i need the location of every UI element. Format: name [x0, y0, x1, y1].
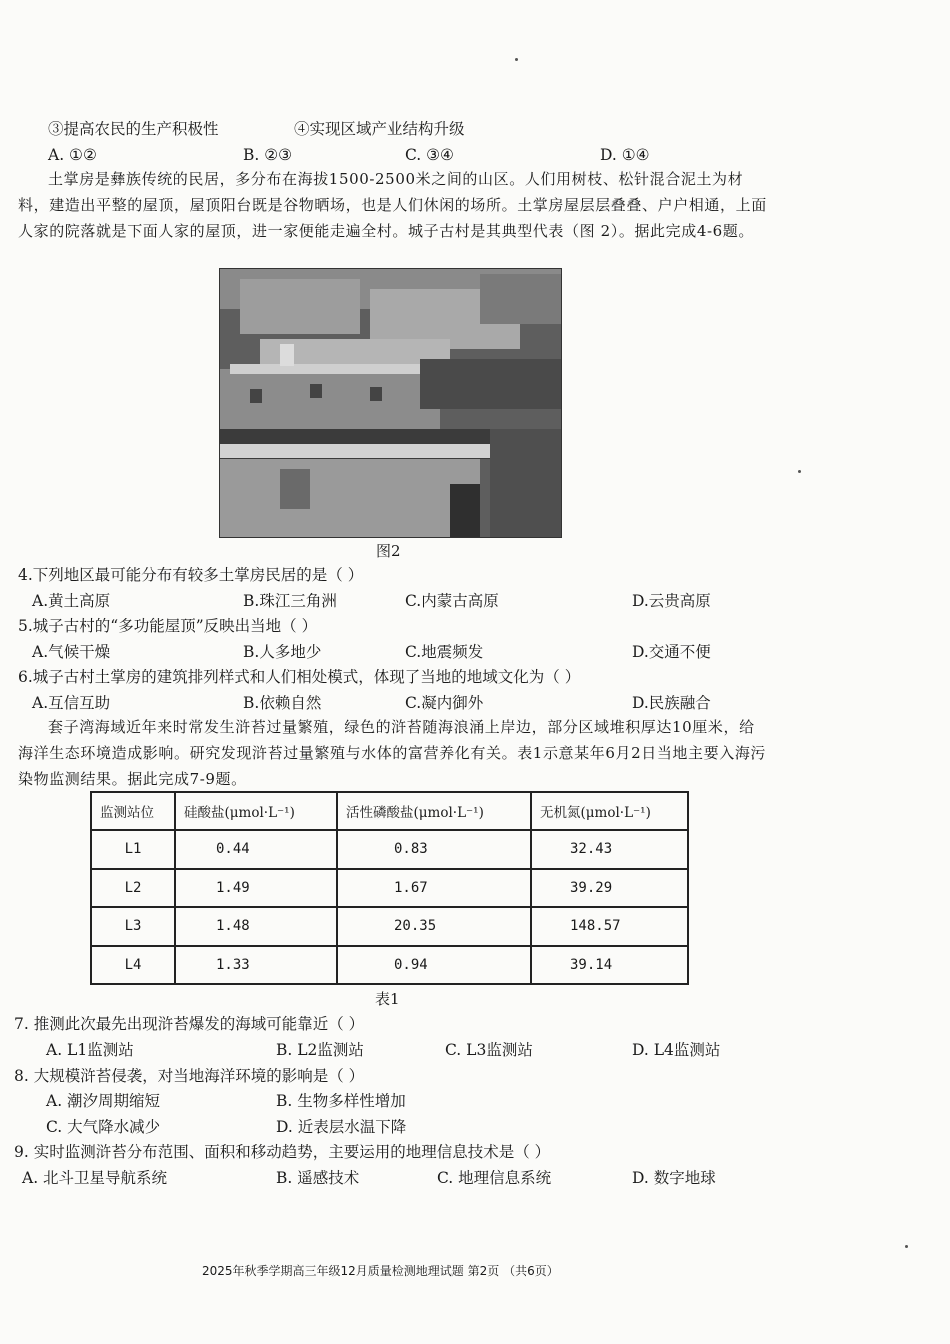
- table-row: [91, 907, 688, 946]
- prev-option-a: A. ①②: [48, 146, 97, 164]
- table-header-cell: 硅酸盐(μmol·L⁻¹): [175, 792, 337, 830]
- table-cell: L1: [91, 830, 175, 869]
- question-9-option-c: C. 地理信息系统: [437, 1169, 552, 1187]
- scan-speck: [798, 470, 801, 473]
- question-9-option-b: B. 遥感技术: [276, 1169, 360, 1187]
- question-8-option-b: B. 生物多样性增加: [276, 1092, 406, 1110]
- question-7-option-c: C. L3监测站: [445, 1041, 533, 1059]
- question-6-option-d: D.民族融合: [632, 694, 711, 712]
- question-7-option-a: A. L1监测站: [46, 1041, 134, 1059]
- question-4-option-b: B.珠江三角洲: [243, 592, 337, 610]
- table-cell: 32.43: [531, 830, 688, 869]
- table-caption: 表1: [375, 990, 400, 1008]
- scan-speck: [515, 58, 518, 61]
- question-7-option-b: B. L2监测站: [276, 1041, 364, 1059]
- question-9-option-d: D. 数字地球: [632, 1169, 716, 1187]
- question-9-option-a: A. 北斗卫星导航系统: [22, 1169, 168, 1187]
- table-cell: L3: [91, 907, 175, 946]
- question-5-option-d: D.交通不便: [632, 643, 711, 661]
- table-cell: 148.57: [531, 907, 688, 946]
- question-7-option-d: D. L4监测站: [632, 1041, 721, 1059]
- question-6-option-c: C.凝内御外: [405, 694, 484, 712]
- table-cell: L4: [91, 946, 175, 985]
- prev-option-b: B. ②③: [243, 146, 293, 164]
- table-header-row: [91, 792, 688, 830]
- figure-2-village-photo: [219, 268, 562, 538]
- table-cell: 20.35: [337, 907, 531, 946]
- question-6-option-a: A.互信互助: [32, 694, 111, 712]
- question-6-stem: 6.城子古村土掌房的建筑排列样式和人们相处模式，体现了当地的地域文化为（ ）: [18, 668, 581, 686]
- question-8-option-a: A. 潮汐周期缩短: [46, 1092, 161, 1110]
- question-4-option-c: C.内蒙古高原: [405, 592, 499, 610]
- table-cell: 0.94: [337, 946, 531, 985]
- table-header-cell: 无机氮(μmol·L⁻¹): [531, 792, 688, 830]
- question-6-option-b: B.依赖自然: [243, 694, 322, 712]
- table-header-cell: 监测站位: [91, 792, 175, 830]
- table-row: [91, 869, 688, 908]
- question-5-option-b: B.人多地少: [243, 643, 322, 661]
- question-5-option-c: C.地震频发: [405, 643, 484, 661]
- table-cell: 0.44: [175, 830, 337, 869]
- scan-speck: [905, 1245, 908, 1248]
- question-4-option-a: A.黄土高原: [32, 592, 111, 610]
- question-8-stem: 8. 大规模浒苔侵袭，对当地海洋环境的影响是（ ）: [14, 1067, 365, 1085]
- table-1-pollutant-monitoring: [90, 791, 689, 985]
- table-cell: 1.33: [175, 946, 337, 985]
- figure-caption: 图2: [376, 542, 401, 560]
- table-row: [91, 946, 688, 985]
- passage-enteromorpha: 套子湾海域近年来时常发生浒苔过量繁殖，绿色的浒苔随海浪涌上岸边，部分区域堆积厚达10厘米，给海洋生态环境造成影响。研究发现浒苔过量繁殖与水体的富营养化有关。表1示意某年6月2日当地主要入海污染物监测结果。据此完成7-9题。: [18, 718, 767, 788]
- question-4-stem: 4.下列地区最可能分布有较多土掌房民居的是（ ）: [18, 566, 364, 584]
- table-cell: 1.67: [337, 869, 531, 908]
- table-cell: 39.14: [531, 946, 688, 985]
- question-9-stem: 9. 实时监测浒苔分布范围、面积和移动趋势，主要运用的地理信息技术是（ ）: [14, 1143, 551, 1161]
- question-7-stem: 7. 推测此次最先出现浒苔爆发的海域可能靠近（ ）: [14, 1015, 365, 1033]
- table-cell: 39.29: [531, 869, 688, 908]
- passage-tuzhangfang: 土掌房是彝族传统的民居，多分布在海拔1500-2500米之间的山区。人们用树枝、松针混合泥土为材料，建造出平整的屋顶，屋顶阳台既是谷物晒场，也是人们休闲的场所。土掌房屋层层叠叠、户户相通，上面人家的院落就是下面人家的屋顶，进一家便能走遍全村。城子古村是其典型代表（图 2）。据此完成4-6题。: [18, 170, 767, 240]
- table-cell: 1.48: [175, 907, 337, 946]
- question-8-option-d: D. 近表层水温下降: [276, 1118, 407, 1136]
- option-item-3: ③提高农民的生产积极性: [48, 120, 219, 138]
- prev-option-d: D. ①④: [600, 146, 650, 164]
- page-footer: 2025年秋季学期高三年级12月质量检测地理试题 第2页 （共6页）: [202, 1264, 559, 1278]
- question-8-option-c: C. 大气降水减少: [46, 1118, 161, 1136]
- prev-option-c: C. ③④: [405, 146, 454, 164]
- table-cell: L2: [91, 869, 175, 908]
- question-5-option-a: A.气候干燥: [32, 643, 111, 661]
- table-row: [91, 830, 688, 869]
- option-item-4: ④实现区域产业结构升级: [294, 120, 465, 138]
- table-header-cell: 活性磷酸盐(μmol·L⁻¹): [337, 792, 531, 830]
- question-5-stem: 5.城子古村的“多功能屋顶”反映出当地（ ）: [18, 617, 318, 635]
- table-cell: 0.83: [337, 830, 531, 869]
- table-cell: 1.49: [175, 869, 337, 908]
- question-4-option-d: D.云贵高原: [632, 592, 711, 610]
